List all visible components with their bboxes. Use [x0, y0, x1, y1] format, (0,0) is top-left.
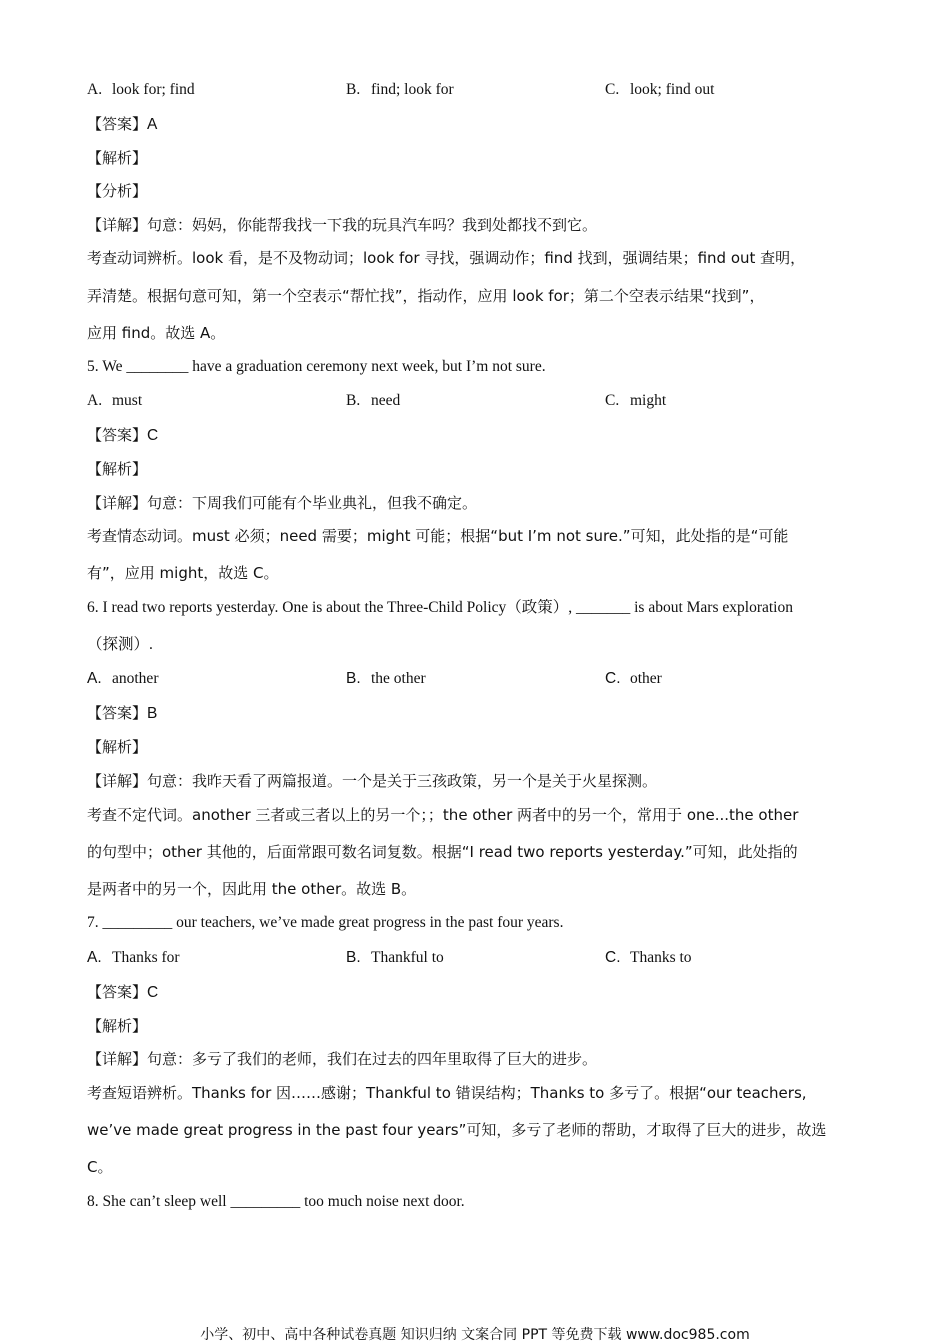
q6-explain-line-2: 的句型中；other 其他的，后面常跟可数名词复数。根据“I read two reports yesterday.”可知，此处指的: [87, 843, 798, 861]
q6-detail: 【详解】句意：我昨天看了两篇报道。一个是关于三孩政策，另一个是关于火星探测。: [87, 772, 658, 790]
q5-analysis-tag: 【解析】: [87, 460, 148, 478]
q7-analysis-tag: 【解析】: [87, 1017, 148, 1035]
q7-option-b: B. Thankful to: [346, 949, 444, 966]
q4-option-b: B. find; look for: [346, 81, 454, 98]
q8-stem: 8. She can’t sleep well _________ too much noise next door.: [87, 1193, 465, 1210]
q7-explain-line-2: we’ve made great progress in the past four years”可知，多亏了老师的帮助，才取得了巨大的进步，故选: [87, 1121, 827, 1139]
q4-explain-line-2: 弄清楚。根据句意可知，第一个空表示“帮忙找”，指动作，应用 look for；第二个空表示结果“找到”，: [87, 287, 765, 305]
q6-answer: 【答案】B: [87, 704, 158, 722]
q5-stem: 5. We ________ have a graduation ceremony next week, but I’m not sure.: [87, 358, 546, 375]
q4-explain-line-3: 应用 find。故选 A。: [87, 324, 226, 342]
q5-option-a: A. must: [87, 392, 143, 409]
q4-analysis-tag: 【解析】: [87, 149, 148, 167]
q5-explain-line-2: 有”，应用 might，故选 C。: [87, 564, 279, 582]
q5-option-c: C. might: [605, 392, 667, 409]
page-footer: 小学、初中、高中各种试卷真题 知识归纳 文案合同 PPT 等免费下载 www.doc985.com: [200, 1327, 750, 1343]
q7-stem: 7. _________ our teachers, we’ve made great progress in the past four years.: [87, 914, 564, 931]
q4-detail: 【详解】句意：妈妈，你能帮我找一下我的玩具汽车吗？我到处都找不到它。: [87, 216, 598, 234]
q5-answer: 【答案】C: [87, 426, 159, 444]
q7-detail: 【详解】句意：多亏了我们的老师，我们在过去的四年里取得了巨大的进步。: [87, 1050, 598, 1068]
q7-answer: 【答案】C: [87, 983, 159, 1001]
q4-analyze-tag: 【分析】: [87, 182, 148, 200]
q7-option-c: C. Thanks to: [605, 949, 692, 966]
q4-answer: 【答案】A: [87, 115, 158, 133]
q6-option-c: C. other: [605, 670, 662, 687]
q6-explain-line-3: 是两者中的另一个，因此用 the other。故选 B。: [87, 880, 417, 898]
answer-tag: 【答案】: [87, 115, 148, 133]
q6-option-a: A. another: [87, 670, 159, 687]
q5-explain-line-1: 考查情态动词。must 必须；need 需要；might 可能；根据“but I’m not sure.”可知，此处指的是“可能: [87, 527, 789, 545]
q6-stem-line-2: （探测）.: [87, 636, 153, 653]
q7-option-a: A. Thanks for: [87, 949, 180, 966]
q6-explain-line-1: 考查不定代词。another 三者或三者以上的另一个；；the other 两者中的另一个，常用于 one...the other: [87, 806, 799, 824]
q5-option-b: B. need: [346, 392, 401, 409]
q4-explain-line-1: 考查动词辨析。look 看，是不及物动词；look for 寻找，强调动作；find 找到，强调结果；find out 查明，: [87, 249, 806, 267]
q4-option-c: C. look; find out: [605, 81, 715, 98]
q4-option-a: A. look for; find: [87, 81, 195, 98]
q7-explain-line-3: C。: [87, 1158, 113, 1176]
q6-stem-line-1: 6. I read two reports yesterday. One is about the Three-Child Policy（政策）, _______ is about Mars exploration: [87, 599, 793, 616]
q5-detail: 【详解】句意：下周我们可能有个毕业典礼，但我不确定。: [87, 494, 478, 512]
q7-explain-line-1: 考查短语辨析。Thanks for 因……感谢；Thankful to 错误结构；Thanks to 多亏了。根据“our teachers,: [87, 1084, 807, 1102]
q6-option-b: B. the other: [346, 670, 426, 687]
q6-analysis-tag: 【解析】: [87, 738, 148, 756]
